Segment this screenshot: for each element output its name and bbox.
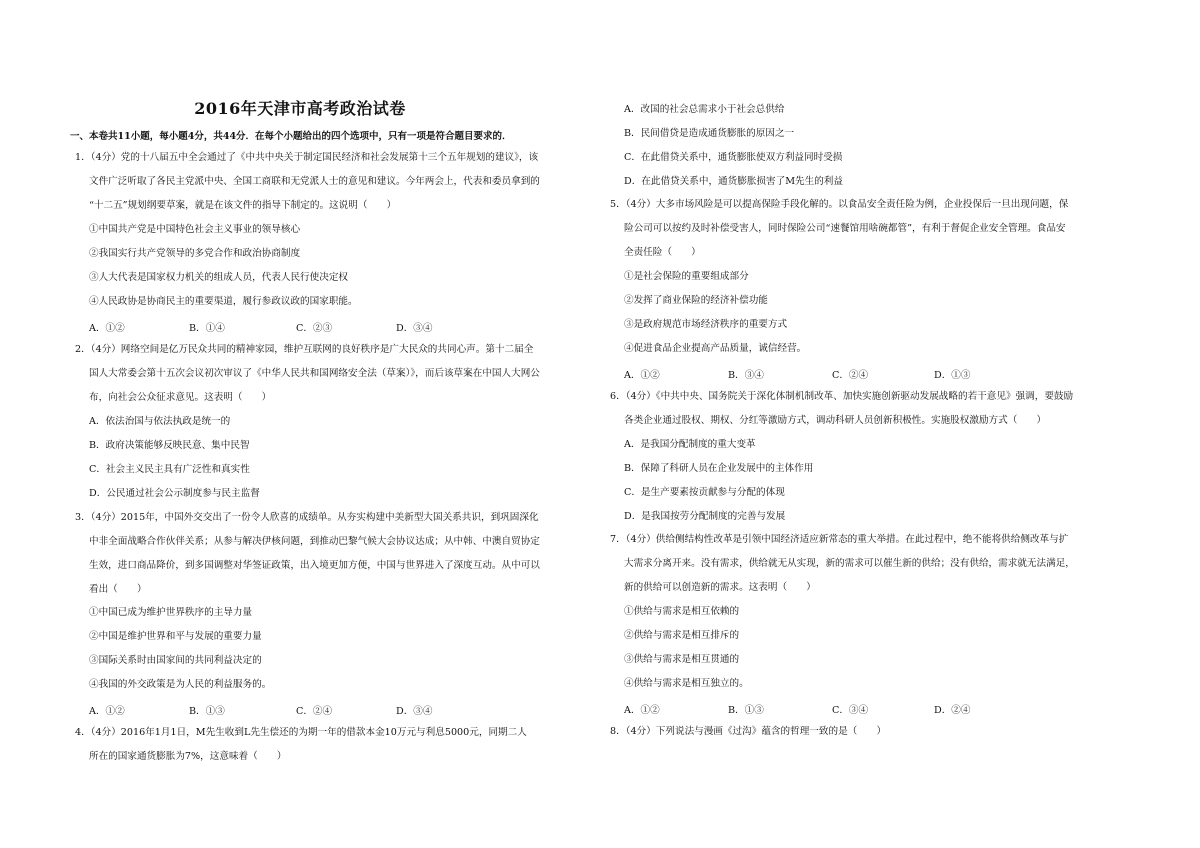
q1-statement-3: ③人大代表是国家权力机关的组成人员，代表人民行使决定权 xyxy=(89,272,349,283)
q7-line-3: 新的供给可以创造新的需求。这表明（ ） xyxy=(624,582,816,593)
q1-statement-2: ②我国实行共产党领导的多党合作和政治协商制度 xyxy=(89,248,301,259)
q3-statement-1: ①中国已成为维护世界秩序的主导力量 xyxy=(89,607,253,618)
q5-statement-3: ③是政府规范市场经济秩序的重要方式 xyxy=(624,319,788,330)
q3-option-a[interactable]: A．①② xyxy=(89,706,125,717)
q3-line-2: 中非全面战略合作伙伴关系；从参与解决伊核问题，到推动巴黎气候大会协议达成；从中韩、中澳自贸协定 xyxy=(89,536,540,547)
q6-line-2: 各类企业通过股权、期权、分红等激励方式，调动科研人员创新积极性。实施股权激励方式（ ） xyxy=(624,415,1047,426)
q3-option-c[interactable]: C．②④ xyxy=(296,706,333,717)
q8-line-1: 8．（4分）下列说法与漫画《过沟》蕴含的哲理一致的是（ ） xyxy=(610,726,887,737)
q4-option-d[interactable]: D．在此借贷关系中，通货膨胀损害了M先生的利益 xyxy=(624,176,843,187)
section-header: 一、本卷共11小题，每小题4分，共44分．在每个小题给出的四个选项中，只有一项是符合题目要求的． xyxy=(70,131,512,142)
q2-option-b[interactable]: B．政府决策能够反映民意、集中民智 xyxy=(89,440,250,451)
q5-statement-4: ④促进食品企业提高产品质量，诚信经营。 xyxy=(624,343,807,354)
q6-option-c[interactable]: C．是生产要素按贡献参与分配的体现 xyxy=(624,487,785,498)
q5-line-1: 5．（4分）大多市场风险是可以提高保险手段化解的。以食品安全责任险为例，企业投保后一旦出现问题，保 xyxy=(610,199,1069,210)
q6-line-1: 6．（4分）《中共中央、国务院关于深化体制机制改革、加快实施创新驱动发展战略的若干意见》强调，要鼓励 xyxy=(610,391,1074,402)
q7-statement-4: ④供给与需求是相互独立的。 xyxy=(624,678,749,689)
q5-option-a[interactable]: A．①② xyxy=(624,370,660,381)
q3-line-1: 3．（4分）2015年，中国外交交出了一份令人欣喜的成绩单。从夯实构建中美新型大国关系共识，到巩固深化 xyxy=(75,512,539,523)
q5-statement-2: ②发挥了商业保险的经济补偿功能 xyxy=(624,295,768,306)
q4-option-b[interactable]: B．民间借贷是造成通货膨胀的原因之一 xyxy=(624,128,795,139)
q7-option-b[interactable]: B．①③ xyxy=(728,705,764,716)
q1-option-a[interactable]: A．①② xyxy=(89,323,125,334)
q7-statement-1: ①供给与需求是相互依赖的 xyxy=(624,606,740,617)
q2-option-d[interactable]: D．公民通过社会公示制度参与民主监督 xyxy=(89,488,260,499)
q7-line-2: 大需求分离开来。没有需求，供给就无从实现，新的需求可以催生新的供给；没有供给，需求就无法满足， xyxy=(624,558,1075,569)
q1-option-b[interactable]: B．①④ xyxy=(189,323,225,334)
q7-option-a[interactable]: A．①② xyxy=(624,705,660,716)
q6-option-d[interactable]: D．是我国按劳分配制度的完善与发展 xyxy=(624,511,786,522)
q6-option-b[interactable]: B．保障了科研人员在企业发展中的主体作用 xyxy=(624,463,814,474)
q2-line-2: 国人大常委会第十五次会议初次审议了《中华人民共和国网络安全法（草案）》，而后该草案在中国人大网公 xyxy=(89,368,540,379)
q5-line-3: 全责任险（ ） xyxy=(624,247,701,258)
q1-option-d[interactable]: D．③④ xyxy=(396,323,433,334)
q3-option-b[interactable]: B．①③ xyxy=(189,706,225,717)
q2-line-1: 2．（4分）网络空间是亿万民众共同的精神家园，维护互联网的良好秩序是广大民众的共同心声。第十二届全 xyxy=(75,344,534,355)
q7-option-c[interactable]: C．③④ xyxy=(832,705,869,716)
q3-line-4: 看出（ ） xyxy=(89,584,147,595)
q3-statement-3: ③国际关系时由国家间的共同利益决定的 xyxy=(89,655,262,666)
q5-option-d[interactable]: D．①③ xyxy=(934,370,971,381)
page-title: 2016年天津市高考政治试卷 xyxy=(194,99,406,118)
q4-line-1: 4．（4分）2016年1月1日，M先生收到L先生偿还的为期一年的借款本金10万元与利息5000元，同期二人 xyxy=(75,727,527,738)
q1-statement-1: ①中国共产党是中国特色社会主义事业的领导核心 xyxy=(89,224,301,235)
q4-option-a[interactable]: A．改国的社会总需求小于社会总供给 xyxy=(624,104,785,115)
q5-option-c[interactable]: C．②④ xyxy=(832,370,869,381)
q1-option-c[interactable]: C．②③ xyxy=(296,323,333,334)
q2-line-3: 布，向社会公众征求意见。这表明（ ） xyxy=(89,392,272,403)
q2-option-a[interactable]: A．依法治国与依法执政是统一的 xyxy=(89,416,231,427)
q7-option-d[interactable]: D．②④ xyxy=(934,705,971,716)
q1-statement-4: ④人民政协是协商民主的重要渠道，履行参政议政的国家职能。 xyxy=(89,296,358,307)
q4-option-c[interactable]: C．在此借贷关系中，通货膨胀使双方利益同时受损 xyxy=(624,152,843,163)
q3-line-3: 生效，进口商品降价，到多国调整对华签证政策，出入境更加方便，中国与世界进入了深度互动。从中可以 xyxy=(89,560,540,571)
q2-option-c[interactable]: C．社会主义民主具有广泛性和真实性 xyxy=(89,464,250,475)
q3-option-d[interactable]: D．③④ xyxy=(396,706,433,717)
q1-line-1: 1．（4分）党的十八届五中全会通过了《中共中央关于制定国民经济和社会发展第十三个五年规划的建议》，该 xyxy=(75,152,539,163)
q1-line-3: “十二五”规划纲要草案，就是在该文件的指导下制定的。这说明（ ） xyxy=(89,200,397,211)
q3-statement-4: ④我国的外交政策是为人民的利益服务的。 xyxy=(89,679,272,690)
q7-line-1: 7．（4分）供给侧结构性改革是引领中国经济适应新常态的重大举措。在此过程中，绝不能将供给侧改革与扩 xyxy=(610,534,1069,545)
q7-statement-2: ②供给与需求是相互排斥的 xyxy=(624,630,740,641)
q5-line-2: 险公司可以按约及时补偿受害人，同时保险公司“速餐馆用啥碗都管”，有利于督促企业安全管理。食品安 xyxy=(624,223,1066,234)
q6-option-a[interactable]: A．是我国分配制度的重大变革 xyxy=(624,439,756,450)
q5-option-b[interactable]: B．③④ xyxy=(728,370,764,381)
q4-line-2: 所在的国家通货膨胀为7%，这意味着（ ） xyxy=(89,751,287,762)
q7-statement-3: ③供给与需求是相互贯通的 xyxy=(624,654,740,665)
q3-statement-2: ②中国是维护世界和平与发展的重要力量 xyxy=(89,631,262,642)
q5-statement-1: ①是社会保险的重要组成部分 xyxy=(624,271,749,282)
q1-line-2: 文件广泛听取了各民主党派中央、全国工商联和无党派人士的意见和建议。今年两会上，代表和委员拿到的 xyxy=(89,176,540,187)
